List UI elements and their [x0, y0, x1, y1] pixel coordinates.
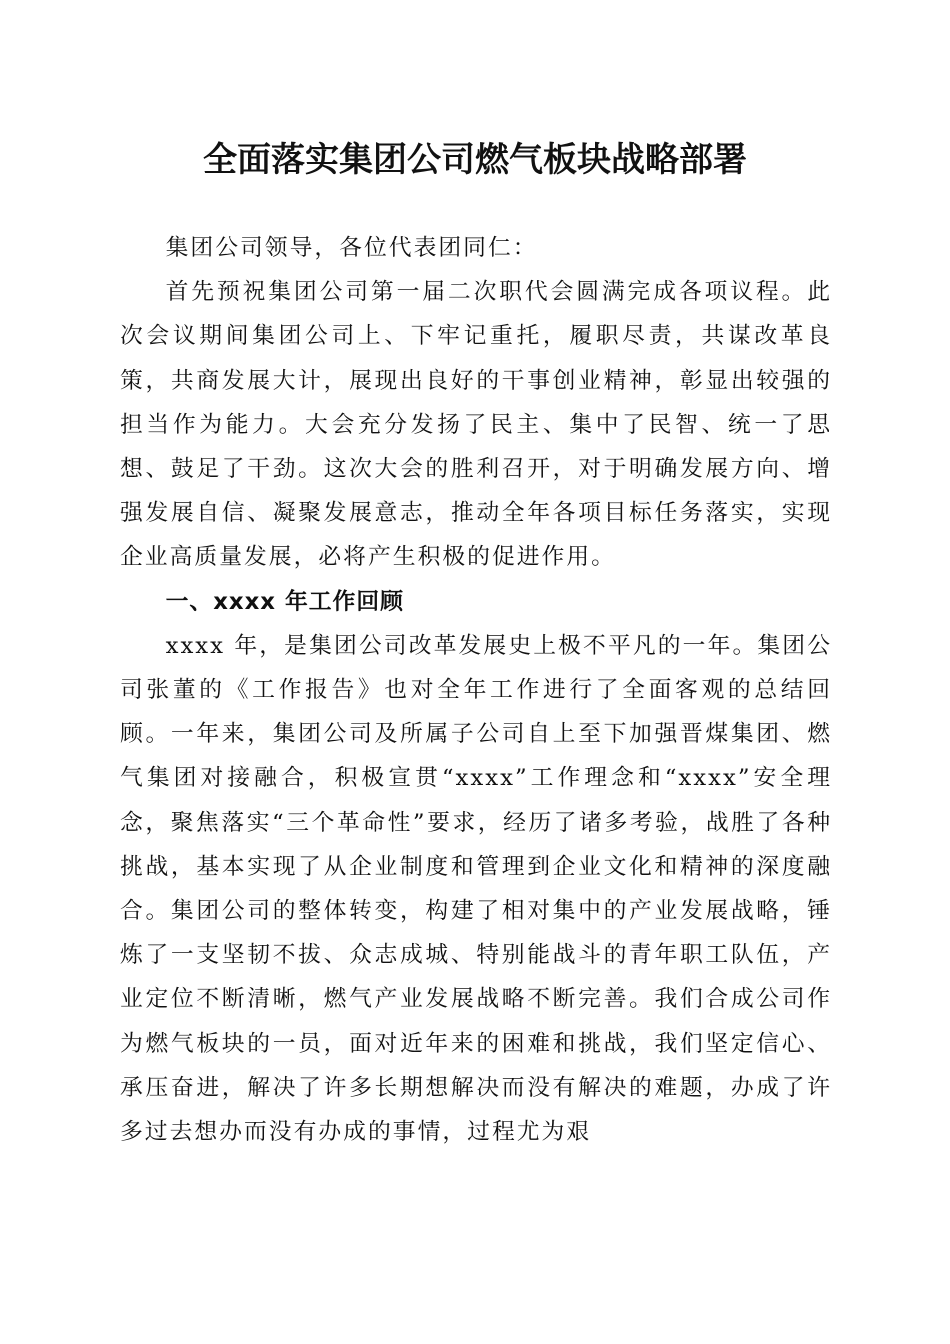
opening-paragraph: 首先预祝集团公司第一届二次职代会圆满完成各项议程。此次会议期间集团公司上、下牢记重托，履职尽责，共谋改革良策，共商发展大计，展现出良好的干事创业精神，彰显出较强的担当作为能力。大会充分发扬了民主、集中了民智、统一了思想、鼓足了干劲。这次大会的胜利召开，对于明确发展方向、增强发展自信、凝聚发展意志，推动全年各项目标任务落实，实现企业高质量发展，必将产生积极的促进作用。	[120, 279, 832, 571]
document-title: 全面落实集团公司燃气板块战略部署	[203, 140, 747, 180]
document-body	[120, 226, 832, 1154]
section-heading: 一、xxxx 年工作回顾	[165, 588, 404, 615]
section-paragraph: xxxx 年，是集团公司改革发展史上极不平凡的一年。集团公司张董的《工作报告》也对全年工作进行了全面客观的总结回顾。一年来，集团公司及所属子公司自上至下加强晋煤集团、燃气集团对接融合，积极宣贯“xxxx”工作理念和“xxxx”安全理念，聚焦落实“三个革命性”要求，经历了诸多考验，战胜了各种挑战，基本实现了从企业制度和管理到企业文化和精神的深度融合。集团公司的整体转变，构建了相对集中的产业发展战略，锤炼了一支坚韧不拔、众志成城、特别能战斗的青年职工队伍，产业定位不断清晰，燃气产业发展战略不断完善。我们合成公司作为燃气板块的一员，面对近年来的困难和挑战，我们坚定信心、承压奋进，解决了许多长期想解决而没有解决的难题，办成了许多过去想办而没有办成的事情，过程尤为艰	[120, 632, 832, 1146]
salutation: 集团公司领导，各位代表团同仁：	[165, 235, 538, 261]
